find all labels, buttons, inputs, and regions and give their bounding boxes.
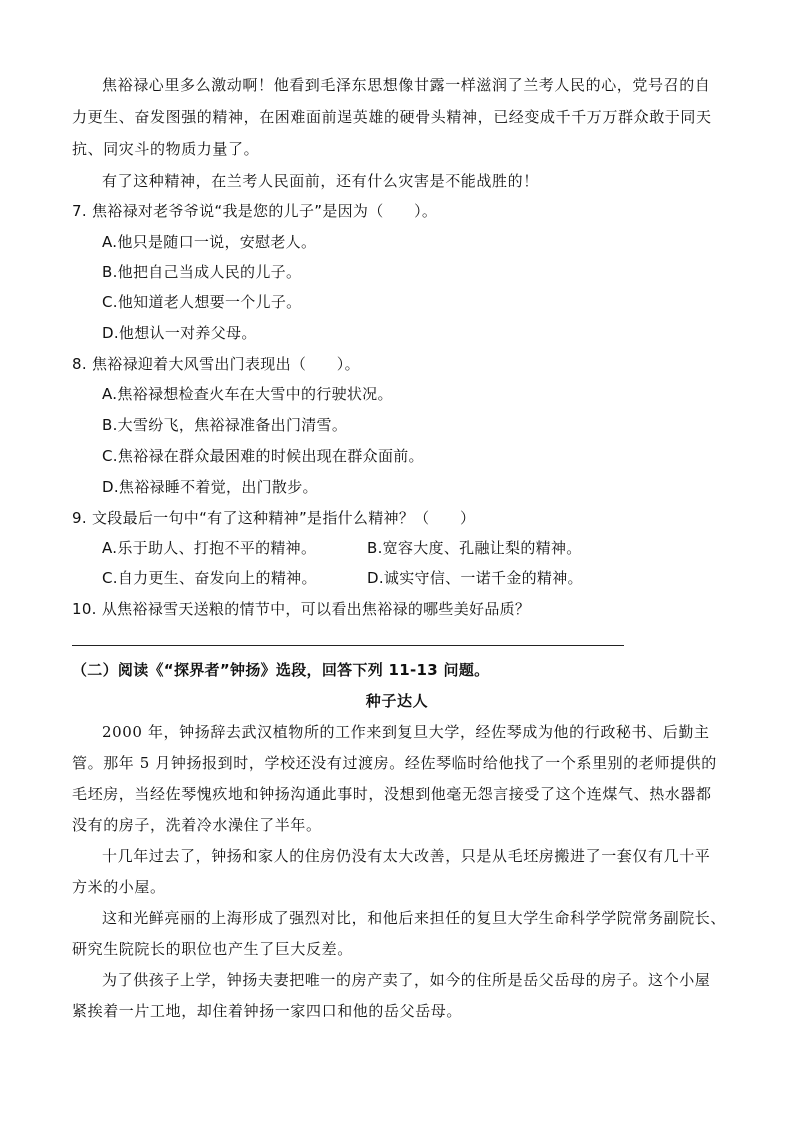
question-9-option-b[interactable]: B.宽容大度、孔融让梨的精神。 <box>367 539 582 557</box>
section-2-heading: （二）阅读《“探界者”钟扬》选段，回答下列 11-13 问题。 <box>72 661 490 679</box>
question-7-stem: 7. 焦裕禄对老爷爷说“我是您的儿子”是因为（ ）。 <box>72 202 438 220</box>
passage1-line-3: 抗、同灾斗的物质力量了。 <box>72 140 260 158</box>
question-8-option-b[interactable]: B.大雪纷飞，焦裕禄准备出门清雪。 <box>102 416 348 434</box>
question-9-stem: 9. 文段最后一句中“有了这种精神”是指什么精神？（ ） <box>72 509 476 527</box>
section-2-para-1-line-1: 2000 年，钟扬辞去武汉植物所的工作来到复旦大学，经佐琴成为他的行政秘书、后勤主 <box>102 723 710 741</box>
passage1-line-2: 力更生、奋发图强的精神，在困难面前逞英雄的硬骨头精神，已经变成千千万万群众敢于同天 <box>72 108 712 126</box>
question-10-stem: 10. 从焦裕禄雪天送粮的情节中，可以看出焦裕禄的哪些美好品质？ <box>72 600 531 618</box>
question-8-option-d[interactable]: D.焦裕禄睡不着觉，出门散步。 <box>102 478 318 496</box>
passage1-para-2: 有了这种精神，在兰考人民面前，还有什么灾害是不能战胜的！ <box>102 172 539 190</box>
section-2-para-4-line-2: 紧挨着一片工地，却住着钟扬一家四口和他的岳父岳母。 <box>72 1002 463 1020</box>
section-2-para-2-line-2: 方米的小屋。 <box>72 878 166 896</box>
section-2-para-1-line-4: 没有的房子，洗着冷水澡住了半年。 <box>72 816 322 834</box>
section-2-para-3-line-1: 这和光鲜亮丽的上海形成了强烈对比，和他后来担任的复旦大学生命科学学院常务副院长、 <box>102 909 727 927</box>
section-2-para-4-line-1: 为了供孩子上学，钟扬夫妻把唯一的房产卖了，如今的住所是岳父岳母的房子。这个小屋 <box>102 971 711 989</box>
question-9-option-d[interactable]: D.诚实守信、一诺千金的精神。 <box>367 569 583 587</box>
passage1-line-1: 焦裕禄心里多么激动啊！他看到毛泽东思想像甘露一样滋润了兰考人民的心，党号召的自 <box>102 76 711 94</box>
question-8-option-a[interactable]: A.焦裕禄想检查火车在大雪中的行驶状况。 <box>102 385 393 403</box>
question-9-option-c[interactable]: C.自力更生、奋发向上的精神。 <box>102 569 317 587</box>
section-2-para-1-line-2: 管。那年 5 月钟扬报到时，学校还没有过渡房。经佐琴临时给他找了一个系里别的老师提供的 <box>72 754 717 772</box>
section-2-subtitle: 种子达人 <box>365 692 429 710</box>
question-7-option-b[interactable]: B.他把自己当成人民的儿子。 <box>102 263 302 281</box>
section-2-para-2-line-1: 十几年过去了，钟扬和家人的住房仍没有太大改善，只是从毛坯房搬进了一套仅有几十平 <box>102 847 711 865</box>
question-8-option-c[interactable]: C.焦裕禄在群众最困难的时候出现在群众面前。 <box>102 447 424 465</box>
question-8-stem: 8. 焦裕禄迎着大风雪出门表现出（ ）。 <box>72 355 360 373</box>
section-2-para-1-line-3: 毛坯房，当经佐琴愧疚地和钟扬沟通此事时，没想到他毫无怨言接受了这个连煤气、热水器都 <box>72 785 712 803</box>
question-9-option-a[interactable]: A.乐于助人、打抱不平的精神。 <box>102 539 317 557</box>
section-2-para-3-line-2: 研究生院院长的职位也产生了巨大反差。 <box>72 940 353 958</box>
question-10-answer-line[interactable] <box>72 645 624 646</box>
question-7-option-c[interactable]: C.他知道老人想要一个儿子。 <box>102 293 302 311</box>
question-7-option-d[interactable]: D.他想认一对养父母。 <box>102 324 257 342</box>
question-7-option-a[interactable]: A.他只是随口一说，安慰老人。 <box>102 233 317 251</box>
